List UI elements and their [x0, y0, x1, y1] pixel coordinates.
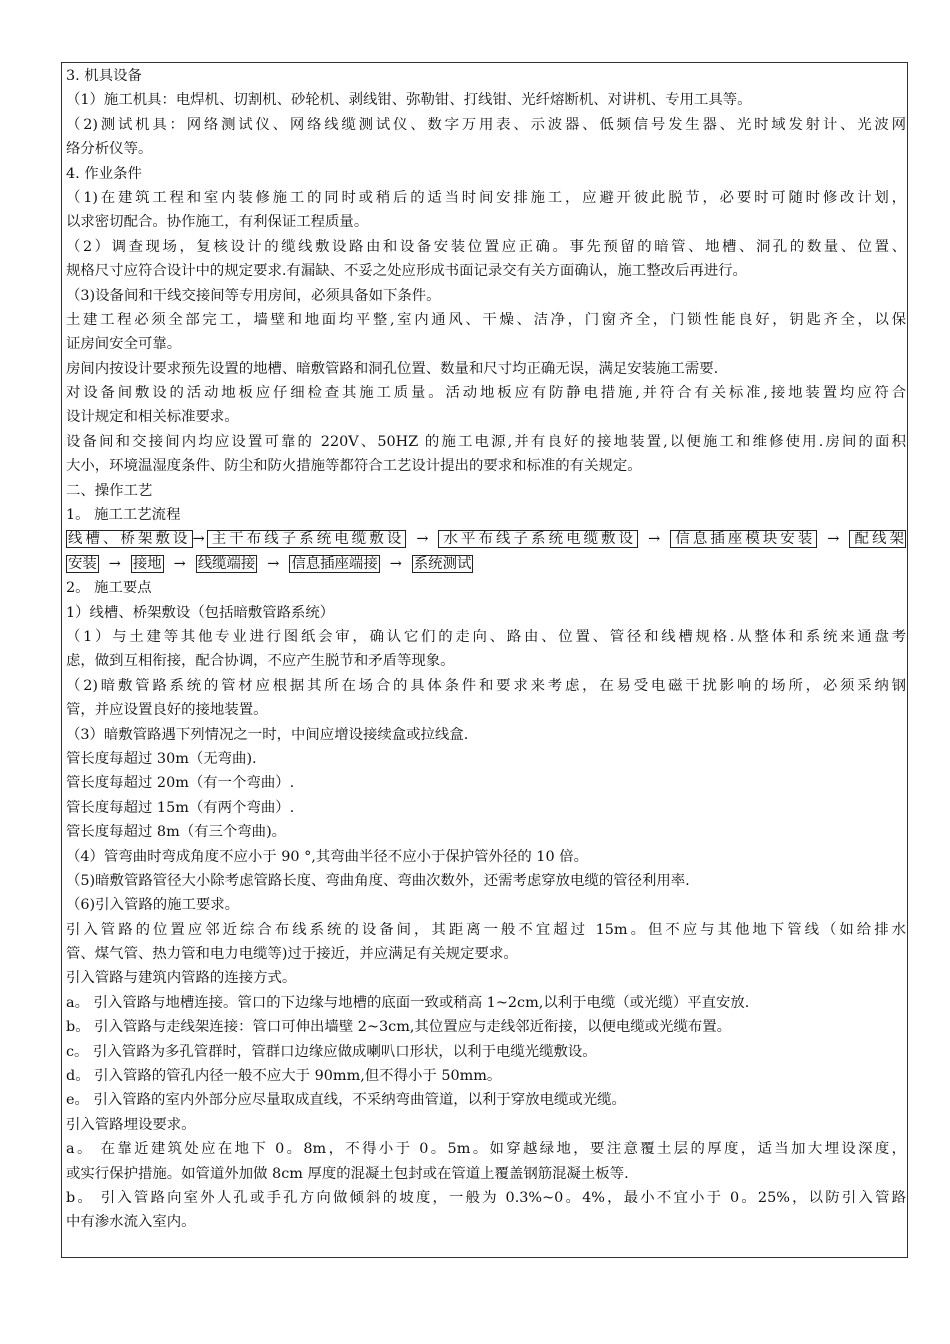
paragraph-line: （1）与土建等其他专业进行图纸会审，确认它们的走向、路由、位置、管径和线槽规格.从整体和系统来通盘考 — [66, 628, 906, 645]
paragraph-line: a。 在靠近建筑处应在地下 0。8m，不得小于 0。5m。如穿越绿地，要注意覆土层的厚度，适当加大埋设深度， — [66, 1141, 906, 1158]
paragraph-line: e。 引入管路的室内外部分应尽量取成直线，不采纳弯曲管道，以利于穿放电缆或光缆。 — [66, 1092, 626, 1109]
subheading-process-flow: 1。 施工工艺流程 — [66, 507, 181, 524]
paragraph-line: 或实行保护措施。如管道外加做 8cm 厚度的混凝土包封或在管道上覆盖钢筋混凝土板等. — [66, 1165, 629, 1182]
paragraph-line: 规格尺寸应符合设计中的规定要求.有漏缺、不妥之处应形成书面记录交有关方面确认，施工整改后再进行。 — [66, 263, 747, 280]
paragraph-line: （3)设备间和干线交接间等专用房间，必须具备如下条件。 — [66, 287, 441, 304]
process-flow-row-1 — [66, 527, 906, 551]
paragraph-line: 管，并应设置良好的接地装置。 — [66, 702, 268, 719]
paragraph-line: 对设备间敷设的活动地板应仔细检查其施工质量。活动地板应有防静电措施,并符合有关标准,接地装置均应符合 — [66, 385, 906, 402]
flow-step: 信息插座模块安装 — [672, 531, 816, 548]
paragraph-line: b。 引入管路与走线架连接：管口可伸出墙壁 2~3cm,其位置应与走线邻近衔接，以便电缆或光缆布置。 — [66, 1019, 732, 1036]
paragraph-line: b。 引入管路向室外人孔或手孔方向做倾斜的坡度，一般为 0.3%~0。4%，最小不宜小于 0。25%，以防引入管路 — [66, 1189, 906, 1206]
paragraph-line: 证房间安全可靠。 — [66, 336, 182, 353]
paragraph-line: （3）暗敷管路遇下列情况之一时，中间应增设接续盒或拉线盒. — [66, 726, 469, 743]
paragraph-line: 管长度每超过 15m（有两个弯曲）. — [66, 799, 295, 816]
section-heading-tools: 3. 机具设备 — [66, 68, 142, 84]
paragraph-line: c。 引入管路为多孔管群时，管群口边缘应做成喇叭口形状，以利于电缆光缆敷设。 — [66, 1043, 597, 1060]
arrow-icon: → — [416, 531, 429, 548]
paragraph-line: 房间内按设计要求预先设置的地槽、暗敷管路和洞孔位置、数量和尺寸均正确无误，满足安装施工需要. — [66, 360, 719, 377]
paragraph-line: 1）线槽、桥架敷设（包括暗敷管路系统） — [66, 604, 335, 621]
flow-step: 主干布线子系统电缆敷设 — [208, 531, 405, 548]
section-heading-conditions: 4. 作业条件 — [66, 165, 142, 182]
paragraph-line: 虑，做到互相衔接，配合协调，不应产生脱节和矛盾等现象。 — [66, 653, 455, 670]
paragraph-line: 大小，环境温湿度条件、防尘和防火措施等都符合工艺设计提出的要求和标准的有关规定。 — [66, 458, 642, 475]
paragraph-line: 管、煤气管、热力管和电力电缆等)过于接近，并应满足有关规定要求。 — [66, 946, 518, 963]
paragraph-line: （2)测试机具：网络测试仪、网络线缆测试仪、数字万用表、示波器、低频信号发生器、光时域发射计、光波网 — [66, 116, 906, 133]
paragraph-line: d。 引入管路的管孔内径一般不应大于 90mm,但不得小于 50mm。 — [66, 1068, 502, 1085]
paragraph-line: a。 引入管路与地槽连接。管口的下边缘与地槽的底面一致或稍高 1~2cm,以利于电缆（或光缆）平直安放. — [66, 994, 750, 1011]
arrow-icon: → — [827, 531, 840, 548]
flow-step: 接地 — [132, 555, 162, 572]
paragraph-line: 络分析仪等。 — [66, 141, 153, 158]
paragraph-line: （4）管弯曲时弯成角度不应小于 90 °,其弯曲半径不应小于保护管外径的 10 倍。 — [66, 848, 588, 865]
paragraph-line: 引入管路埋设要求。 — [66, 1116, 196, 1133]
arrow-icon: → — [389, 555, 402, 572]
paragraph-line: 以求密切配合。协作施工，有利保证工程质量。 — [66, 214, 369, 231]
paragraph-line: （1）施工机具：电焊机、切割机、砂轮机、剥线钳、弥勒钳、打线钳、光纤熔断机、对讲机、专用工具等。 — [66, 92, 752, 109]
subheading-key-points: 2。 施工要点 — [66, 580, 152, 597]
flow-step: 线槽、桥架敷设 — [68, 531, 191, 548]
paragraph-line: （5)暗敷管路管径大小除考虑管路长度、弯曲角度、弯曲次数外，还需考虑穿放电缆的管径利用率. — [66, 872, 690, 889]
flow-step: 线缆端接 — [197, 555, 256, 572]
document-body — [66, 64, 906, 1235]
flow-step: 配线架 — [851, 531, 904, 548]
paragraph-line: 中有渗水流入室内。 — [66, 1214, 196, 1231]
paragraph-line: 管长度每超过 20m（有一个弯曲）. — [66, 775, 295, 792]
flow-step: 系统测试 — [413, 555, 472, 572]
arrow-icon: → — [192, 531, 205, 548]
paragraph-line: （6)引入管路的施工要求。 — [66, 897, 240, 914]
paragraph-line: 设备间和交接间内均应设置可靠的 220V、50HZ 的施工电源,并有良好的接地装置,以便施工和维修使用.房间的面积 — [66, 433, 906, 450]
arrow-icon: → — [648, 531, 661, 548]
flow-step: 水平布线子系统电缆敷设 — [440, 531, 637, 548]
paragraph-line: 设计规定和相关标准要求。 — [66, 409, 239, 426]
paragraph-line: （2)暗敷管路系统的管材应根据其所在场合的具体条件和要求来考虑，在易受电磁干扰影响的场所，必须采纳钢 — [66, 677, 906, 694]
section-heading-operation: 二、操作工艺 — [66, 482, 153, 499]
paragraph-line: 管长度每超过 30m（无弯曲). — [66, 750, 257, 767]
paragraph-line: 引入管路与建筑内管路的连接方式。 — [66, 970, 297, 987]
paragraph-line: （2）调查现场，复核设计的缆线敷设路由和设备安装位置应正确。事先预留的暗管、地槽、洞孔的数量、位置、 — [66, 238, 906, 255]
arrow-icon: → — [108, 555, 121, 572]
paragraph-line: 管长度每超过 8m（有三个弯曲)。 — [66, 824, 287, 841]
paragraph-line: 引入管路的位置应邻近综合布线系统的设备间，其距离一般不宜超过 15m。但不应与其他地下管线（如给排水 — [66, 921, 906, 938]
paragraph-line: （1)在建筑工程和室内装修施工的同时或稍后的适当时间安排施工，应避开彼此脱节，必要时可随时修改计划， — [66, 189, 906, 206]
process-flow-row-2 — [66, 552, 906, 576]
paragraph-line: 土建工程必须全部完工，墙壁和地面均平整,室内通风、干燥、洁净，门窗齐全，门锁性能良好，钥匙齐全，以保 — [66, 311, 906, 328]
flow-step: 信息插座端接 — [291, 555, 378, 572]
arrow-icon: → — [173, 555, 186, 572]
arrow-icon: → — [267, 555, 280, 572]
flow-step: 安装 — [68, 555, 97, 572]
